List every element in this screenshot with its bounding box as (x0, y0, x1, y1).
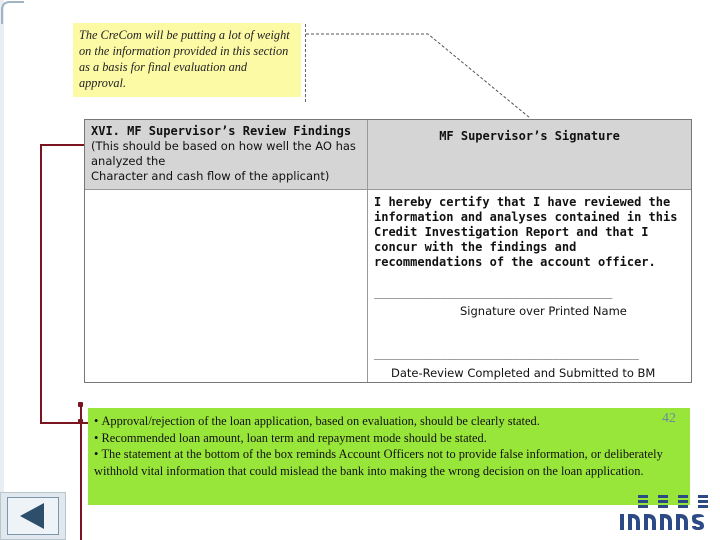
signature-area (368, 190, 691, 382)
review-findings-header (85, 120, 368, 190)
callout-text: The CreCom will be putting a lot of weight on the information provided in this section as a basis for final evaluation and approval. (79, 28, 290, 90)
list-item: • Recommended loan amount, loan term and repayment mode should be stated. (94, 430, 684, 447)
notes-box (88, 408, 690, 505)
bracket-vertical (40, 144, 42, 423)
review-findings-title: XVI. MF Supervisor’s Review Findings (91, 124, 352, 138)
corner-decoration (0, 0, 26, 26)
review-findings-instruction-2: Character and cash flow of the applicant) (91, 169, 330, 183)
list-item: • The statement at the bottom of the box reminds Account Officers not to provide false information, or deliberately withhold vital information that could mislead the bank into making the wrong decision on the loan application. (94, 446, 684, 479)
date-label: Date-Review Completed and Submitted to BM (391, 366, 656, 380)
signature-line[interactable]: ____________________________________ (374, 286, 613, 299)
signature-label: Signature over Printed Name (460, 304, 627, 318)
triangle-left-icon[interactable] (8, 498, 58, 534)
left-stripe (0, 0, 4, 540)
review-findings-table (84, 119, 692, 383)
bracket-dot-mid (78, 419, 83, 424)
signature-header (368, 120, 691, 190)
bracket-dot-top (78, 402, 83, 407)
logo-icon (614, 490, 720, 540)
crecom-callout (73, 23, 301, 97)
callout-divider (305, 24, 306, 102)
bracket-top (40, 144, 84, 146)
review-findings-input-area[interactable] (85, 190, 368, 382)
bracket-connector (80, 404, 82, 540)
page-number: 42 (662, 411, 676, 426)
list-item: • Approval/rejection of the loan application, based on evaluation, should be clearly stated. (94, 413, 684, 430)
back-button[interactable] (0, 492, 66, 540)
date-line[interactable]: ________________________________________ (374, 347, 639, 360)
review-findings-instruction: (This should be based on how well the AO has analyzed the (91, 139, 356, 168)
signature-header-title: MF Supervisor’s Signature (439, 129, 620, 143)
back-button-frame[interactable] (7, 497, 59, 535)
certification-statement: I hereby certify that I have reviewed the information and analyses contained in this Credit Investigation Report and that I concur with the findings and recommendations of the account officer. (374, 195, 678, 269)
